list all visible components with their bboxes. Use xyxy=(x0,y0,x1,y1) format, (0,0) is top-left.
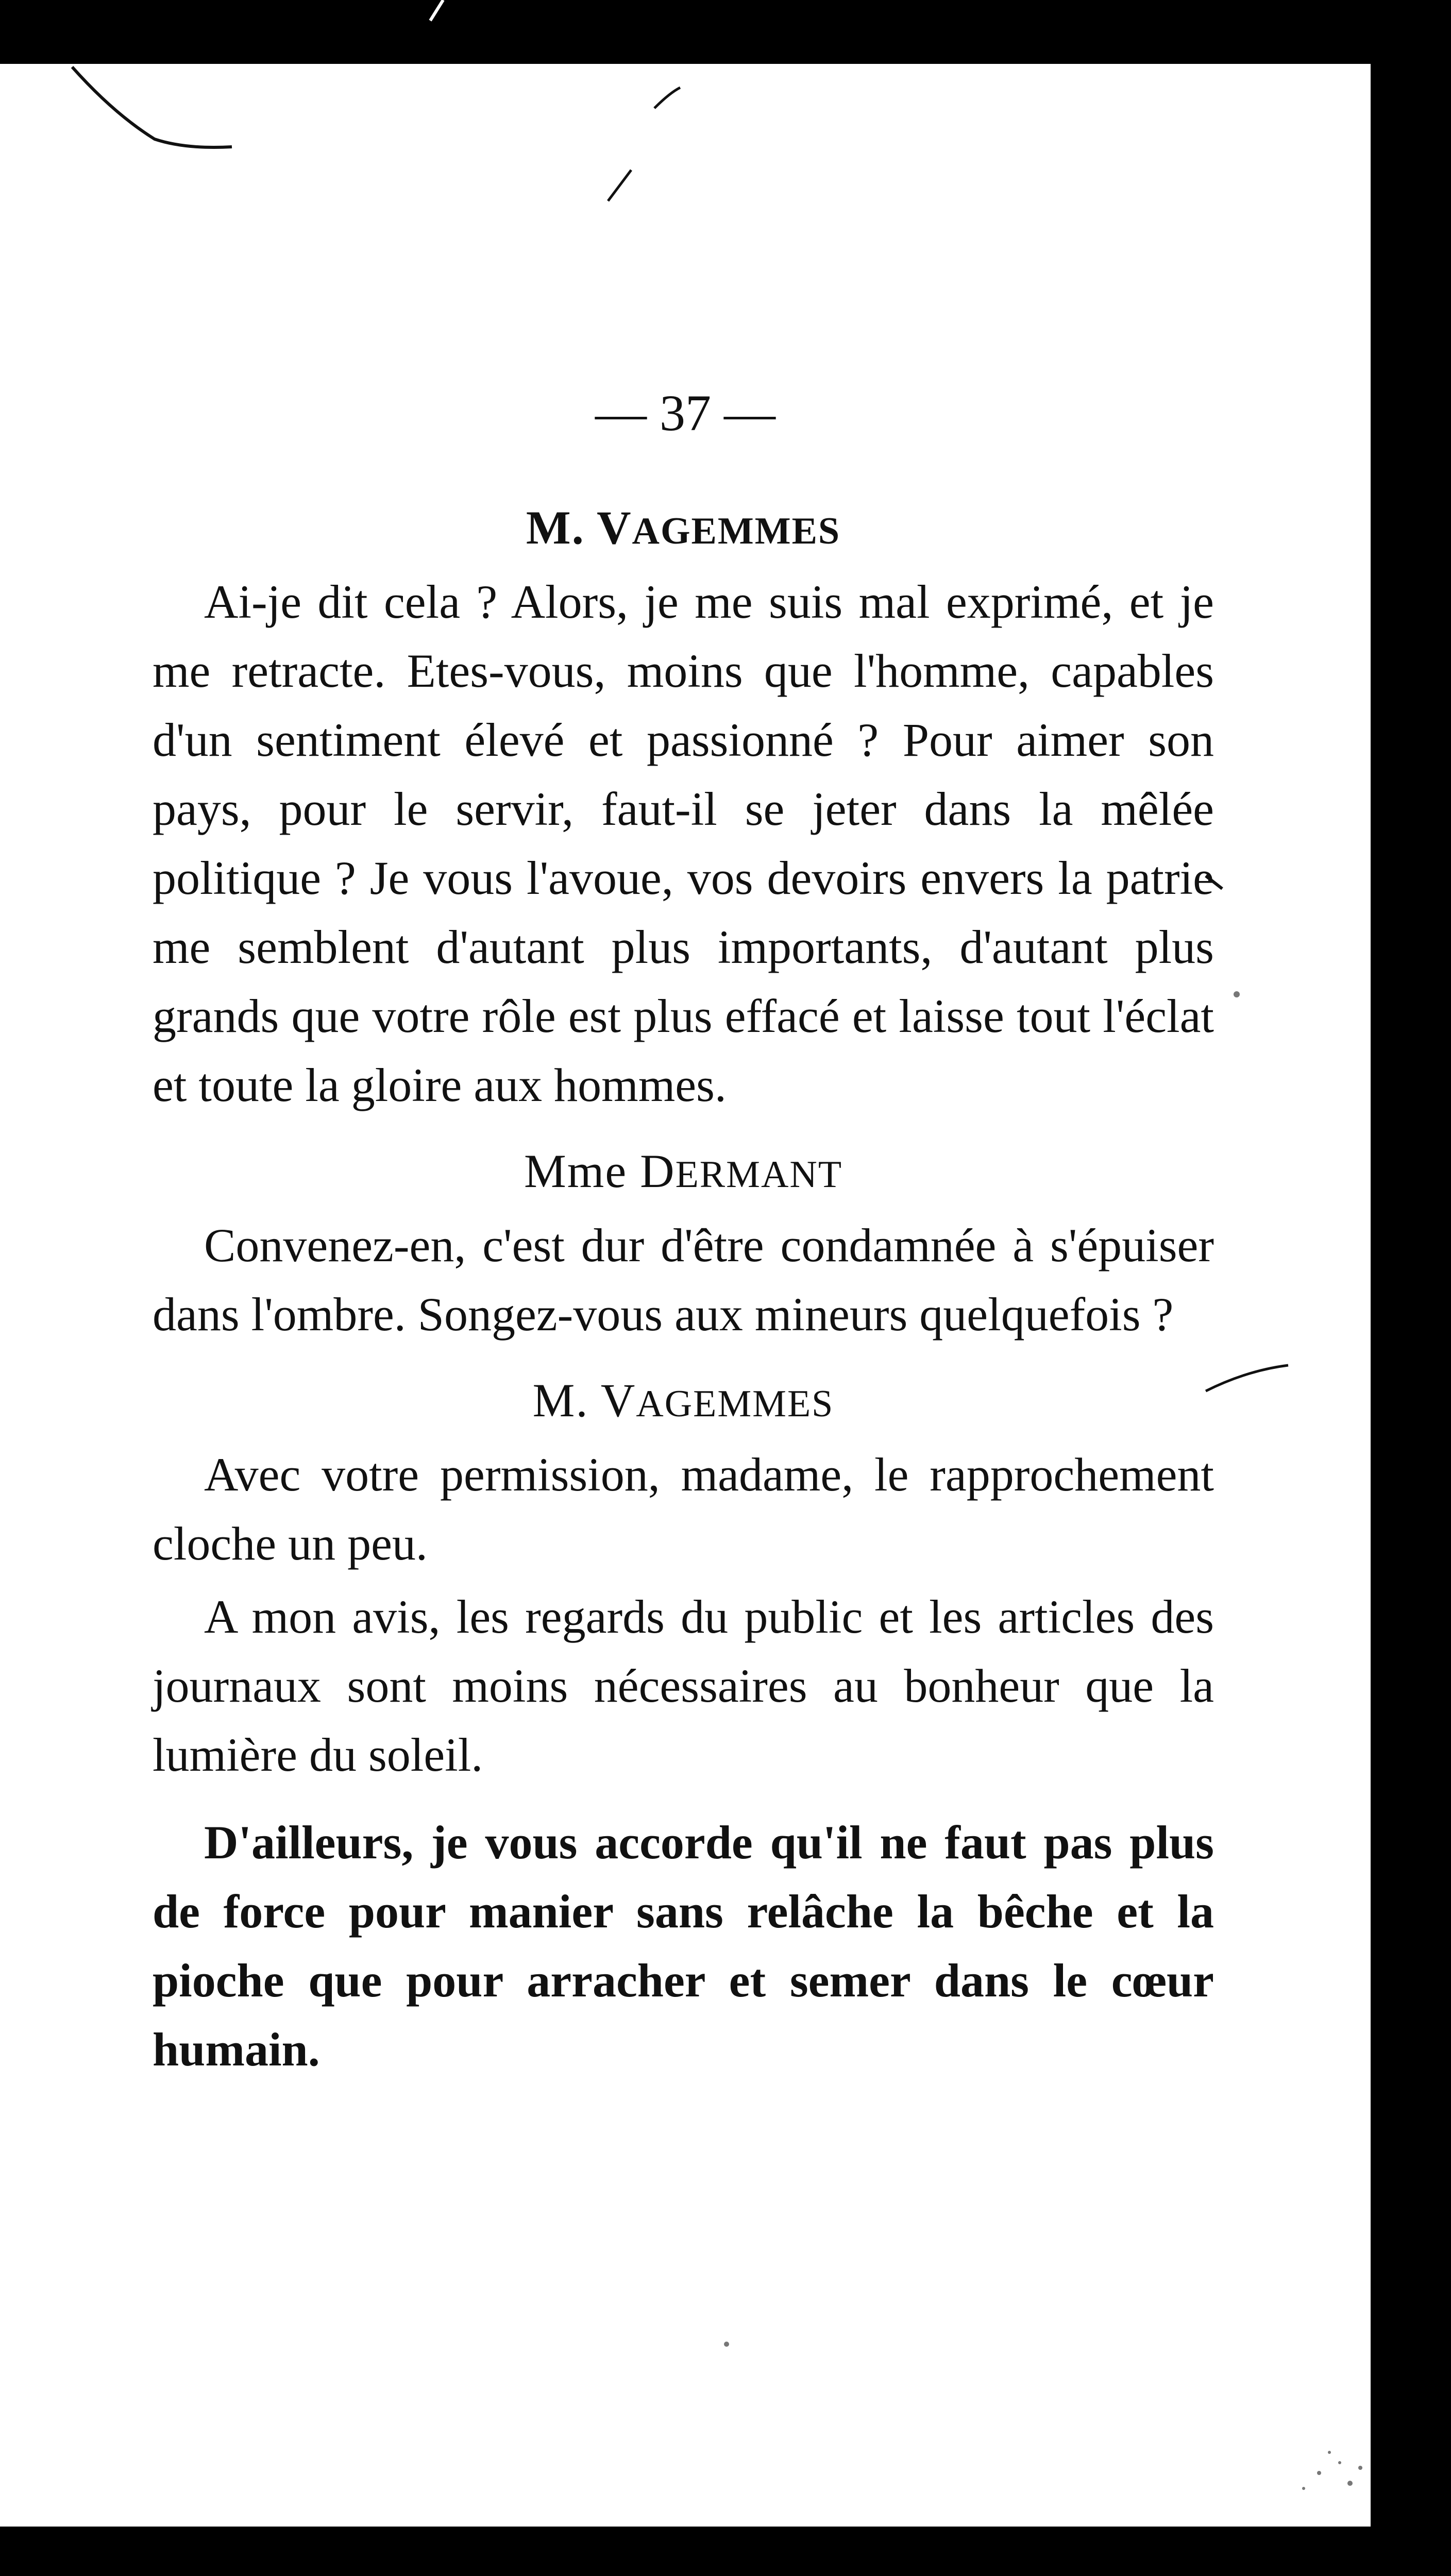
speaker-rest: AGEMMES xyxy=(636,1383,834,1425)
dialogue-text xyxy=(153,492,1214,2084)
paragraph: Avec votre permission, madame, le rapprochement cloche un peu. xyxy=(153,1448,1214,1570)
speaker-name xyxy=(153,1135,1214,1211)
margin-stroke xyxy=(430,0,443,21)
paragraph: Ai-je dit cela ? Alors, je me suis mal exprimé, et je me retracte. Etes-vous, moins que l'homme, capables d'un sentiment élevé et passionné ? Pour aimer son pays, pour le servir, faut-il se jeter dans la mêlée politique ? Je vous l'avoue, vos devoirs envers la patrie me semblent d'autant plus importants, d'autant plus grands que votre rôle est plus effacé et laisse tout l'éclat et toute la gloire aux hommes. xyxy=(153,575,1214,1111)
speaker-name xyxy=(153,492,1214,567)
speaker-initial: Mme D xyxy=(524,1145,676,1197)
speaker-rest: AGEMMES xyxy=(632,510,841,552)
paragraph: D'ailleurs, je vous accorde qu'il ne faut pas plus de force pour manier sans relâche la bêche et la pioche que pour arracher et semer dans le cœur humain. xyxy=(153,1816,1214,2076)
book-page xyxy=(0,64,1371,2527)
speaker-name xyxy=(153,1364,1214,1440)
page-number: — 37 — xyxy=(595,384,775,442)
paragraph: A mon avis, les regards du public et les articles des journaux sont moins nécessaires au bonheur que la lumière du soleil. xyxy=(153,1590,1214,1781)
speaker-rest: ERMANT xyxy=(675,1154,843,1196)
paragraph: Convenez-en, c'est dur d'être condamnée à s'épuiser dans l'ombre. Songez-vous aux mineurs quelquefois ? xyxy=(153,1219,1214,1341)
speaker-initial: M. V xyxy=(532,1374,636,1427)
speaker-initial: M. V xyxy=(526,501,632,554)
